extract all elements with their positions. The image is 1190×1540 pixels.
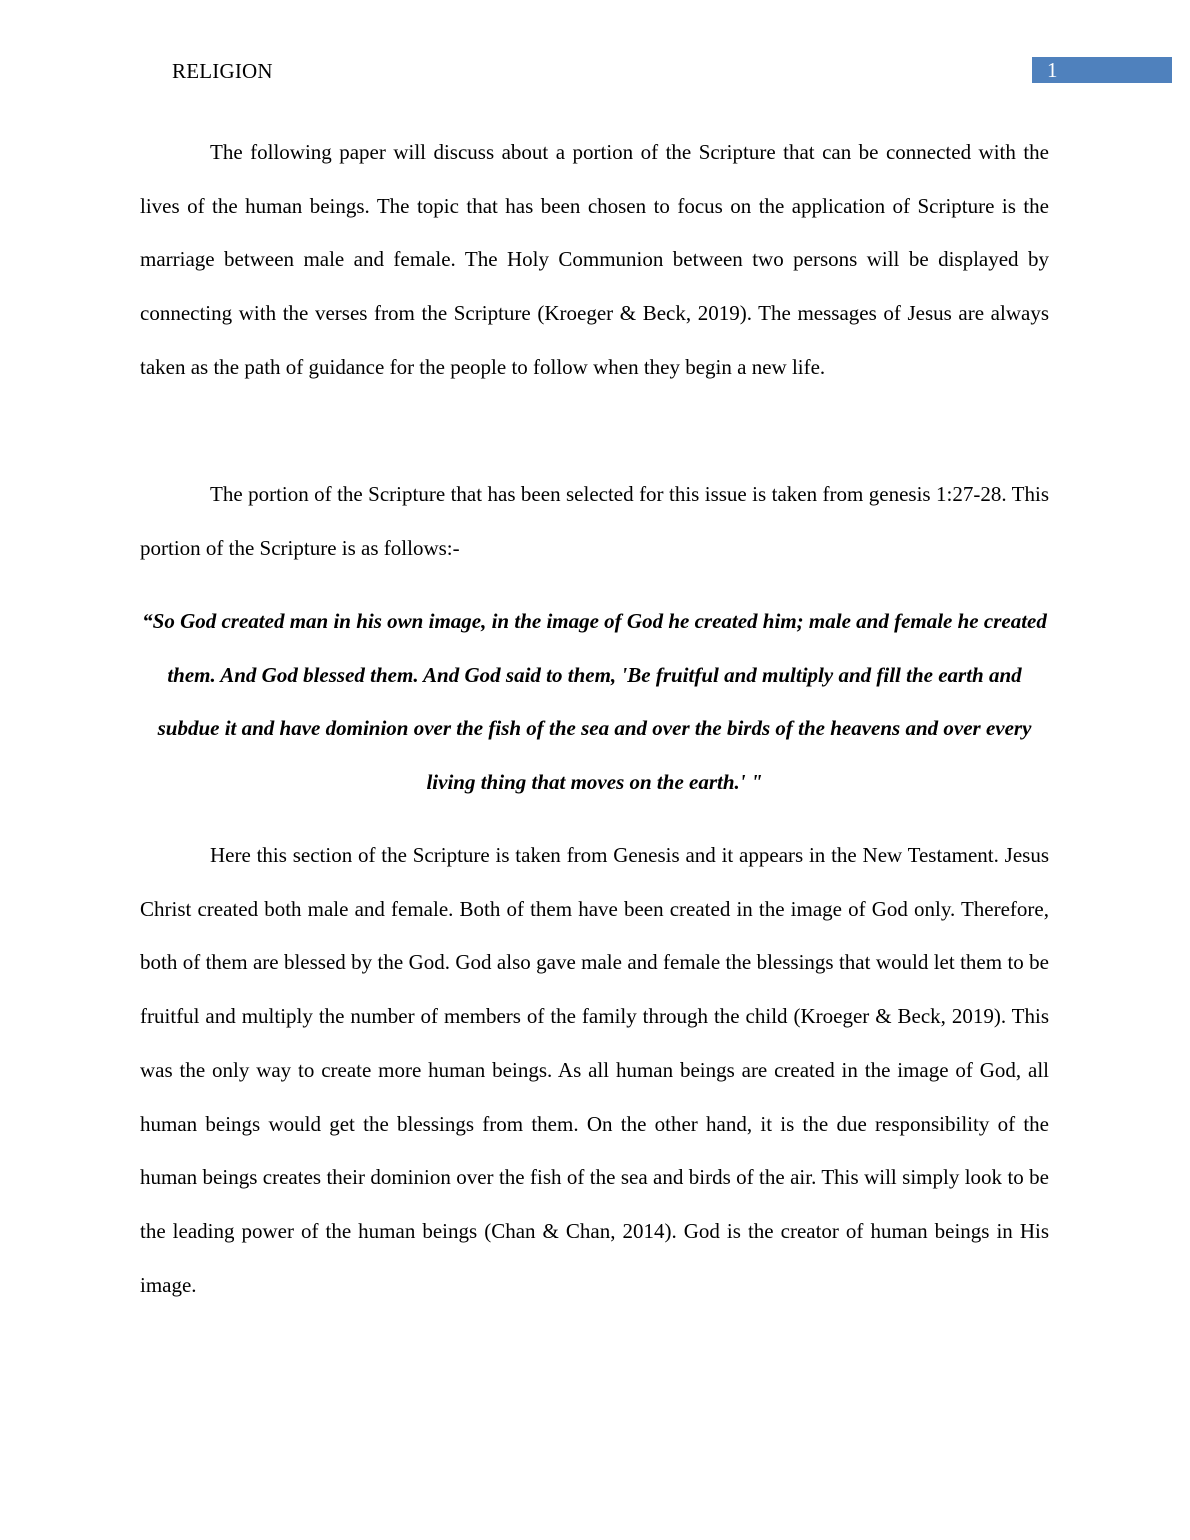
body-paragraph-scripture-selection: The portion of the Scripture that has been selected for this issue is taken from genesis 1:27-28. This portion of the Scripture is as follows:- bbox=[140, 482, 1049, 560]
page-number-box bbox=[1032, 57, 1172, 83]
running-head: RELIGION bbox=[172, 59, 273, 83]
body-paragraph-introduction: The following paper will discuss about a portion of the Scripture that can be connected with the lives of the human beings. The topic that has been chosen to focus on the application of Scripture is the marriage between male and female. The Holy Communion between two persons will be displayed by connecting with the verses from the Scripture (Kroeger & Beck, 2019). The messages of Jesus are always taken as the path of guidance for the people to follow when they begin a new life. bbox=[140, 140, 1049, 379]
body-paragraph-analysis: Here this section of the Scripture is taken from Genesis and it appears in the New Testament. Jesus Christ created both male and female. Both of them have been created in the image of God only. Therefore, both of them are blessed by the God. God also gave male and female the blessings that would let them to be fruitful and multiply the number of members of the family through the child (Kroeger & Beck, 2019). This was the only way to create more human beings. As all human beings are created in the image of God, all human beings would get the blessings from them. On the other hand, it is the due responsibility of the human beings creates their dominion over the fish of the sea and birds of the air. This will simply look to be the leading power of the human beings (Chan & Chan, 2014). God is the creator of human beings in His image. bbox=[140, 843, 1049, 1297]
page-number: 1 bbox=[1047, 58, 1058, 82]
scripture-quote: “So God created man in his own image, in the image of God he created him; male and female he created them. And God blessed them. And God said to them, 'Be fruitful and multiply and fill the earth and subdue it and have dominion over the fish of the sea and over the birds of the heavens and over every living thing that moves on the earth.' " bbox=[142, 609, 1047, 795]
